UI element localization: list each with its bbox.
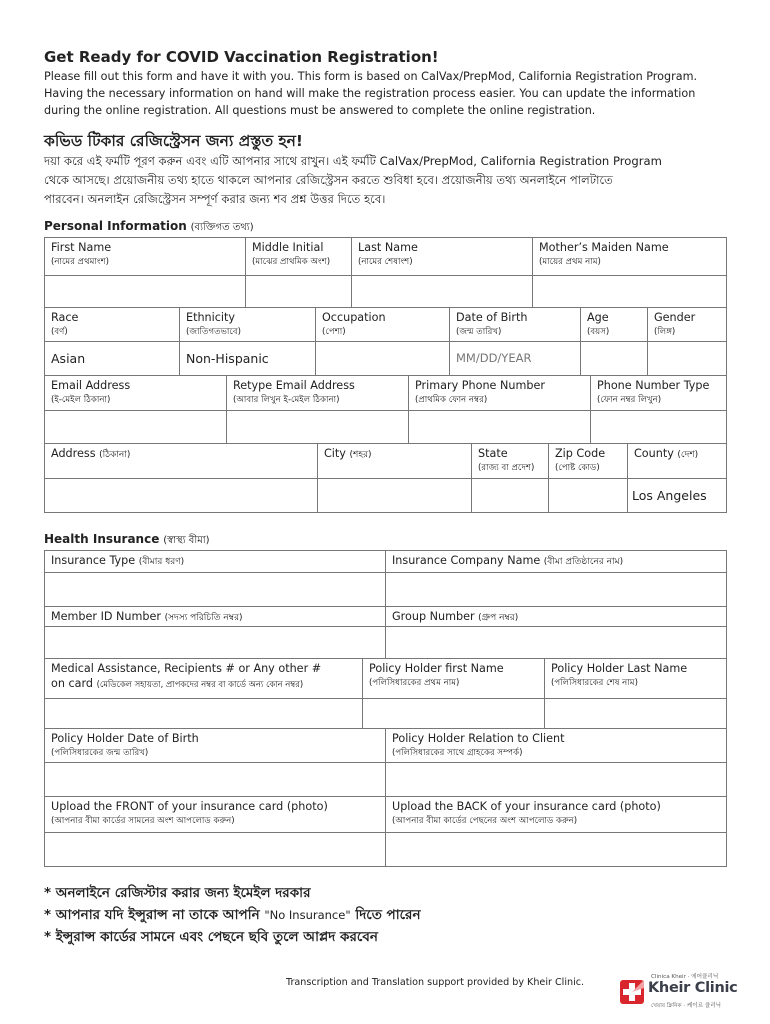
holder-dob-row [44,728,727,797]
state-field[interactable] [472,479,549,513]
holder-dob-label-cell: Policy Holder Date of Birth (পলিসিধারকের জন্ম তারিখ) [45,729,386,763]
holder-last-field[interactable] [545,699,727,729]
first-name-field[interactable] [45,276,246,308]
holder-last-label-cell: Policy Holder Last Name (পলিসিধারকের শেষ নাম) [545,659,727,699]
county-label-cell: County (দেশ) [628,444,727,479]
intro-bn [44,152,734,209]
middle-initial-field[interactable] [246,276,352,308]
email-label-cell: Email Address (ই-মেইল ঠিকানা) [45,376,227,411]
credit-text: Transcription and Translation support provided by Kheir Clinic. [286,977,585,988]
age-field[interactable] [581,342,648,376]
upload-front-label-cell: Upload the FRONT of your insurance card (photo) (আপনার বীমা কার্ডের সামনের অংশ আপলোড করুন) [45,797,386,833]
occupation-field[interactable] [316,342,450,376]
gender-label-cell: Gender (লিঙ্গ) [648,308,727,342]
insurance-company-label-cell: Insurance Company Name (বীমা প্রতিষ্ঠানের নাম) [386,551,727,573]
retype-email-field[interactable] [227,411,409,444]
address-label-cell: Address (ঠিকানা) [45,444,318,479]
phone-label-cell: Primary Phone Number (প্রাথমিক ফোন নম্বর) [409,376,591,411]
phone-type-label-cell: Phone Number Type (ফোন নম্বর লিখুন) [591,376,727,411]
insurance-heading: Health Insurance (স্বাস্থ্য বীমা) [44,532,210,546]
holder-relation-field[interactable] [386,763,727,797]
age-label-cell: Age (বয়স) [581,308,648,342]
intro-bn-line: দয়া করে এই ফর্মটি পূরণ করুন এবং এটি আপনার সাথে রাখুন। এই ফর্মটি CalVax/PrepMod, California Registration Program [44,154,662,168]
note-line: * আপনার যদি ইন্সুরান্স না তাকে আপনি "No Insurance" দিতে পারেন [44,907,421,923]
intro-en-line: Please fill out this form and have it with you. This form is based on CalVax/PrepMod, California Registration Program. [44,70,698,83]
intro-en-line: Having the necessary information on hand will make the registration process easier. You can update the information [44,87,696,100]
note-line: * অনলাইনে রেজিস্টার করার জন্য ইমেইল দরকার [44,885,311,901]
contact-row [44,375,727,444]
medical-label-cell: Medical Assistance, Recipients # or Any other # on card (মেডিকেল সহায়তা, প্রাপকদের নম্বর বা কার্ডে অন্য কোন নম্বর) [45,659,363,699]
address-row [44,443,727,513]
dob-field[interactable]: MM/DD/YEAR [450,342,581,376]
upload-front-field[interactable] [45,833,386,867]
zip-field[interactable] [549,479,628,513]
maiden-name-field[interactable] [533,276,727,308]
last-name-label-cell: Last Name (নামের শেষাংশ) [352,238,533,276]
insurance-type-field[interactable] [45,573,386,607]
intro-en-line: during the online registration. All questions must be answered to complete the online registration. [44,104,596,117]
notes [44,882,421,948]
group-number-field[interactable] [386,627,727,659]
holder-relation-label-cell: Policy Holder Relation to Client (পলিসিধারকের সাথে গ্রাহকের সম্পর্ক) [386,729,727,763]
middle-initial-label-cell: Middle Initial (মাঝের প্রাথমিক অংশ) [246,238,352,276]
last-name-field[interactable] [352,276,533,308]
insurance-company-field[interactable] [386,573,727,607]
gender-field[interactable] [648,342,727,376]
title-en: Get Ready for COVID Vaccination Registration! [44,48,439,66]
member-id-field[interactable] [45,627,386,659]
retype-email-label-cell: Retype Email Address (আবার লিখুন ই-মেইল ঠিকানা) [227,376,409,411]
names-row [44,237,727,308]
member-id-row [44,606,727,659]
email-field[interactable] [45,411,227,444]
maiden-name-label-cell: Mother’s Maiden Name (মায়ের প্রথম নাম) [533,238,727,276]
upload-back-field[interactable] [386,833,727,867]
race-field[interactable]: Asian [45,342,180,376]
race-label-cell: Race (বর্ণ) [45,308,180,342]
logo-brand-text: Kheir Clinic [648,980,738,996]
dob-label-cell: Date of Birth (জন্ম তারিখ) [450,308,581,342]
medical-field[interactable] [45,699,363,729]
note-line: * ইন্সুরান্স কার্ডের সামনে এবং পেছনে ছবি তুলে আপ্লদ করবেন [44,929,378,945]
medical-row [44,658,727,729]
phone-field[interactable] [409,411,591,444]
demographics-row [44,307,727,376]
medical-cross-icon [618,978,646,1006]
intro-en [44,68,734,119]
intro-bn-line: থেকে আসছে। প্রয়োজনীয় তথ্য হাতে থাকলে আপনার রেজিস্ট্রেসন করতে শুবিধা হবে। প্রয়োজনীয় তথ্য অনলাইনে পালটাতে [44,173,613,187]
holder-first-field[interactable] [363,699,545,729]
intro-bn-line: পারবেন। অনলাইন রেজিস্ট্রেসন সম্পূর্ণ করার জন্য শব প্রশ্ন উত্তর দিতে হবে। [44,192,386,206]
title-bn: কভিড টিকার রেজিস্ট্রেসন জন্য প্রস্তুত হন! [44,132,303,150]
group-number-label-cell: Group Number (গ্রুপ নম্বর) [386,607,727,627]
occupation-label-cell: Occupation (পেশা) [316,308,450,342]
phone-type-field[interactable] [591,411,727,444]
zip-label-cell: Zip Code (পোষ্ট কোড) [549,444,628,479]
logo-tagline: খেয়ার ক্লিনিক · 케이르 클리닉 [651,1003,722,1009]
logo-small-text: Clinica Kheir · 에어클리닉 [651,974,719,980]
kheir-clinic-logo [618,970,738,1018]
insurance-type-row [44,550,727,607]
county-field[interactable]: Los Angeles [628,479,727,513]
city-label-cell: City (শহর) [318,444,472,479]
upload-row [44,796,727,867]
holder-dob-field[interactable] [45,763,386,797]
holder-first-label-cell: Policy Holder first Name (পলিসিধারকের প্রথম নাম) [363,659,545,699]
city-field[interactable] [318,479,472,513]
member-id-label-cell: Member ID Number (সদস্য পরিচিতি নম্বর) [45,607,386,627]
state-label-cell: State (রাজ্য বা প্রদেশ) [472,444,549,479]
ethnicity-label-cell: Ethnicity (জাতিগতভাবে) [180,308,316,342]
upload-back-label-cell: Upload the BACK of your insurance card (photo) (আপনার বীমা কার্ডের পেছনের অংশ আপলোড করুন) [386,797,727,833]
insurance-type-label-cell: Insurance Type (বীমার ধরণ) [45,551,386,573]
address-field[interactable] [45,479,318,513]
ethnicity-field[interactable]: Non-Hispanic [180,342,316,376]
personal-heading: Personal Information (ব্যক্তিগত তথ্য) [44,219,254,233]
first-name-label-cell: First Name (নামের প্রথমাংশ) [45,238,246,276]
